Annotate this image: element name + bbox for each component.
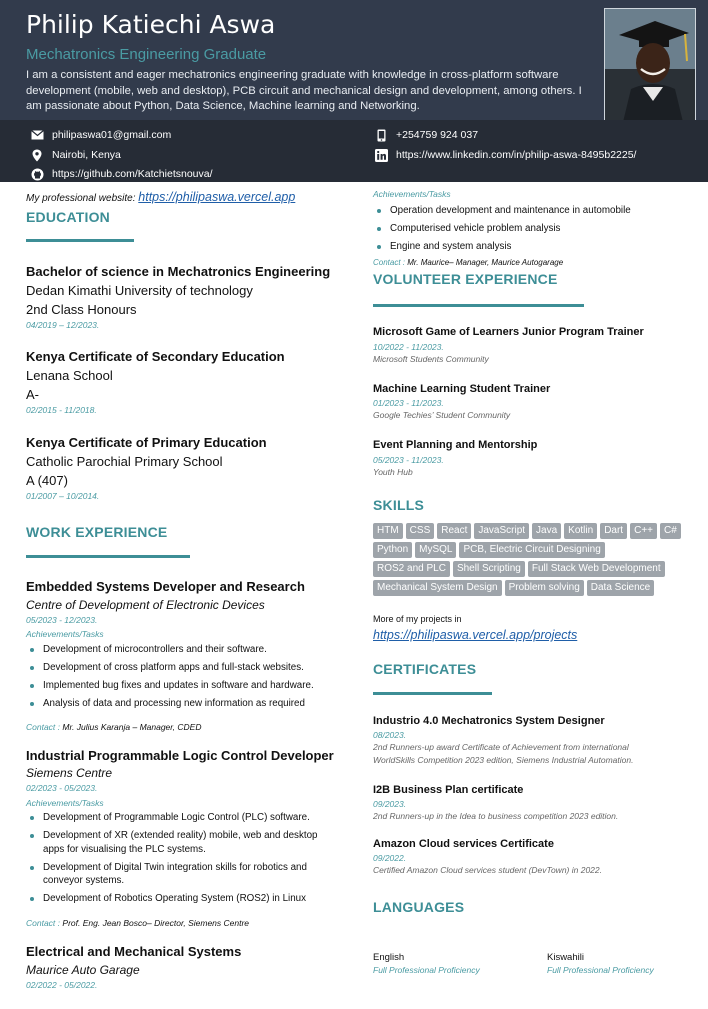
list-item: Development of microcontrollers and their software.: [26, 643, 336, 657]
work-contact: [26, 722, 201, 732]
skill-tag: MySQL: [415, 542, 456, 558]
certificate-name: I2B Business Plan certificate: [373, 784, 524, 796]
volunteer-dates: 10/2022 - 11/2023.: [373, 342, 444, 352]
education-dates: 04/2019 – 12/2023.: [26, 320, 100, 330]
education-grade: 2nd Class Honours: [26, 302, 137, 317]
skill-tag: Java: [532, 523, 561, 539]
tasks-label: Achievements/Tasks: [373, 189, 451, 199]
list-item: Computerised vehicle problem analysis: [373, 222, 693, 236]
tasks-label: Achievements/Tasks: [26, 629, 104, 639]
volunteer-org: Youth Hub: [373, 467, 413, 477]
phone-text: +254759 924 037: [396, 129, 479, 141]
skill-tag: C++: [630, 523, 657, 539]
list-item: Operation development and maintenance in automobile: [373, 204, 693, 218]
contact-person: Prof. Eng. Jean Bosco– Director, Siemens Centre: [62, 918, 250, 928]
skills-list: [373, 523, 683, 596]
language-level: Full Professional Proficiency: [373, 965, 480, 975]
work-dates: 05/2023 - 12/2023.: [26, 615, 98, 625]
contact-label: Contact :: [373, 258, 406, 267]
certificate-description: Certified Amazon Cloud services student (DevTown) in 2022.: [373, 865, 602, 875]
volunteer-role: Machine Learning Student Trainer: [373, 383, 551, 395]
certificate-name: Industrio 4.0 Mechatronics System Designer: [373, 715, 605, 727]
certificate-date: 08/2023.: [373, 730, 407, 740]
skill-tag: HTM: [373, 523, 403, 539]
language-level: Full Professional Proficiency: [547, 965, 654, 975]
contact-linkedin[interactable]: [374, 148, 636, 162]
skill-tag: Data Science: [587, 580, 654, 596]
work-organization: Siemens Centre: [26, 766, 113, 780]
skills-heading: SKILLS: [373, 497, 424, 513]
volunteer-dates: 01/2023 - 11/2023.: [373, 398, 444, 408]
languages-heading: LANGUAGES: [373, 899, 465, 915]
projects-link[interactable]: https://philipaswa.vercel.app/projects: [373, 628, 578, 642]
location-text: Nairobi, Kenya: [52, 149, 121, 161]
contact-email[interactable]: [30, 128, 171, 142]
volunteer-heading: VOLUNTEER EXPERIENCE: [373, 271, 558, 287]
education-dates: 02/2015 - 11/2018.: [26, 405, 97, 415]
list-item: Analysis of data and processing new information as required: [26, 697, 336, 711]
certificate-date: 09/2023.: [373, 799, 407, 809]
education-school: Catholic Parochial Primary School: [26, 454, 223, 469]
list-item: Development of Digital Twin integration skills for robotics and conveyor systems.: [26, 861, 336, 888]
work-role: Industrial Programmable Logic Control Developer: [26, 748, 334, 763]
contact-location: [30, 148, 121, 162]
work-role: Electrical and Mechanical Systems: [26, 944, 242, 959]
work-tasks-list: [373, 204, 693, 258]
contact-person: Mr. Maurice– Manager, Maurice Autogarage: [407, 258, 564, 267]
linkedin-icon: [374, 148, 388, 162]
education-degree: Kenya Certificate of Secondary Education: [26, 349, 285, 364]
education-grade: A (407): [26, 473, 68, 488]
work-tasks-list: [26, 643, 336, 715]
work-organization: Maurice Auto Garage: [26, 963, 140, 977]
skill-tag: Kotlin: [564, 523, 597, 539]
certificate-date: 09/2022.: [373, 853, 407, 863]
github-icon: [30, 167, 44, 181]
list-item: Development of cross platform apps and full-stack websites.: [26, 661, 336, 675]
work-tasks-list: [26, 811, 336, 910]
list-item: Development of Robotics Operating System (ROS2) in Linux: [26, 892, 336, 906]
skill-tag: React: [437, 523, 471, 539]
contact-person: Mr. Julius Karanja – Manager, CDED: [62, 722, 202, 732]
list-item: Implemented bug fixes and updates in software and hardware.: [26, 679, 336, 693]
education-grade: A-: [26, 387, 39, 402]
skill-tag: C#: [660, 523, 681, 539]
certificate-name: Amazon Cloud services Certificate: [373, 838, 554, 850]
skill-tag: ROS2 and PLC: [373, 561, 450, 577]
work-dates: 02/2022 - 05/2022.: [26, 980, 98, 990]
phone-icon: [374, 128, 388, 142]
contact-label: Contact :: [26, 918, 61, 928]
skill-tag: Problem solving: [505, 580, 584, 596]
skill-tag: Mechanical System Design: [373, 580, 502, 596]
contact-phone[interactable]: [374, 128, 478, 142]
work-heading: WORK EXPERIENCE: [26, 524, 168, 540]
volunteer-role: Microsoft Game of Learners Junior Program Trainer: [373, 326, 644, 338]
education-heading: EDUCATION: [26, 209, 110, 225]
certificate-description: 2nd Runners-up in the Idea to business competition 2023 edition.: [373, 811, 619, 821]
profile-photo: [604, 8, 696, 121]
language-name: Kiswahili: [547, 952, 584, 963]
map-pin-icon: [30, 148, 44, 162]
volunteer-rule: [373, 304, 584, 307]
skill-tag: PCB, Electric Circuit Designing: [459, 542, 604, 558]
contact-github[interactable]: [30, 167, 213, 181]
envelope-icon: [30, 128, 44, 142]
education-degree: Kenya Certificate of Primary Education: [26, 435, 267, 450]
contact-label: Contact :: [26, 722, 61, 732]
volunteer-org: Microsoft Students Community: [373, 354, 489, 364]
volunteer-org: Google Techies’ Student Community: [373, 410, 511, 420]
skill-tag: Shell Scripting: [453, 561, 525, 577]
certificate-description: 2nd Runners-up award Certificate of Achievement from international WorldSkills Competition 2023 edition, Siemens Industrial Automation.: [373, 742, 634, 765]
github-text: https://github.com/Katchietsnouva/: [52, 168, 213, 180]
skill-tag: CSS: [406, 523, 435, 539]
contact-bar: [0, 120, 708, 182]
skill-tag: Full Stack Web Development: [528, 561, 665, 577]
work-contact: [26, 918, 249, 928]
list-item: Development of Programmable Logic Control (PLC) software.: [26, 811, 336, 825]
volunteer-role: Event Planning and Mentorship: [373, 439, 538, 451]
work-dates: 02/2023 - 05/2023.: [26, 783, 98, 793]
work-organization: Centre of Development of Electronic Devices: [26, 598, 265, 612]
education-school: Dedan Kimathi University of technology: [26, 283, 253, 298]
list-item: Development of XR (extended reality) mobile, web and desktop apps for visualising the PLC systems.: [26, 829, 336, 856]
education-dates: 01/2007 – 10/2014.: [26, 491, 100, 501]
certificates-rule: [373, 692, 492, 695]
list-item: Engine and system analysis: [373, 240, 693, 254]
language-name: English: [373, 952, 405, 963]
tasks-label: Achievements/Tasks: [26, 798, 104, 808]
education-school: Lenana School: [26, 368, 113, 383]
work-rule: [26, 555, 190, 558]
projects-label: More of my projects in: [373, 614, 462, 624]
work-role: Embedded Systems Developer and Research: [26, 579, 305, 594]
profile-summary: I am a consistent and eager mechatronics engineering graduate with knowledge in cross-platform software development (mobile, web and desktop), PCB circuit and mechanical design and development, among others. I am passionate about Python, Data Science, Machine learning and Networking.: [26, 69, 582, 112]
linkedin-text: https://www.linkedin.com/in/philip-aswa-8495b2225/: [396, 149, 637, 161]
education-rule: [26, 239, 134, 242]
education-degree: Bachelor of science in Mechatronics Engineering: [26, 264, 331, 279]
website-label: My professional website:: [26, 193, 136, 204]
job-title: Mechatronics Engineering Graduate: [26, 46, 267, 63]
website-line: [26, 190, 295, 204]
certificates-heading: CERTIFICATES: [373, 661, 477, 677]
skill-tag: Dart: [600, 523, 627, 539]
email-text: philipaswa01@gmail.com: [52, 129, 172, 141]
work-contact: [373, 258, 563, 267]
volunteer-dates: 05/2023 - 11/2023.: [373, 455, 444, 465]
website-link[interactable]: https://philipaswa.vercel.app: [138, 190, 296, 204]
header: [0, 0, 708, 120]
person-name: Philip Katiechi Aswa: [26, 10, 276, 39]
skill-tag: Python: [373, 542, 412, 558]
skill-tag: JavaScript: [474, 523, 529, 539]
